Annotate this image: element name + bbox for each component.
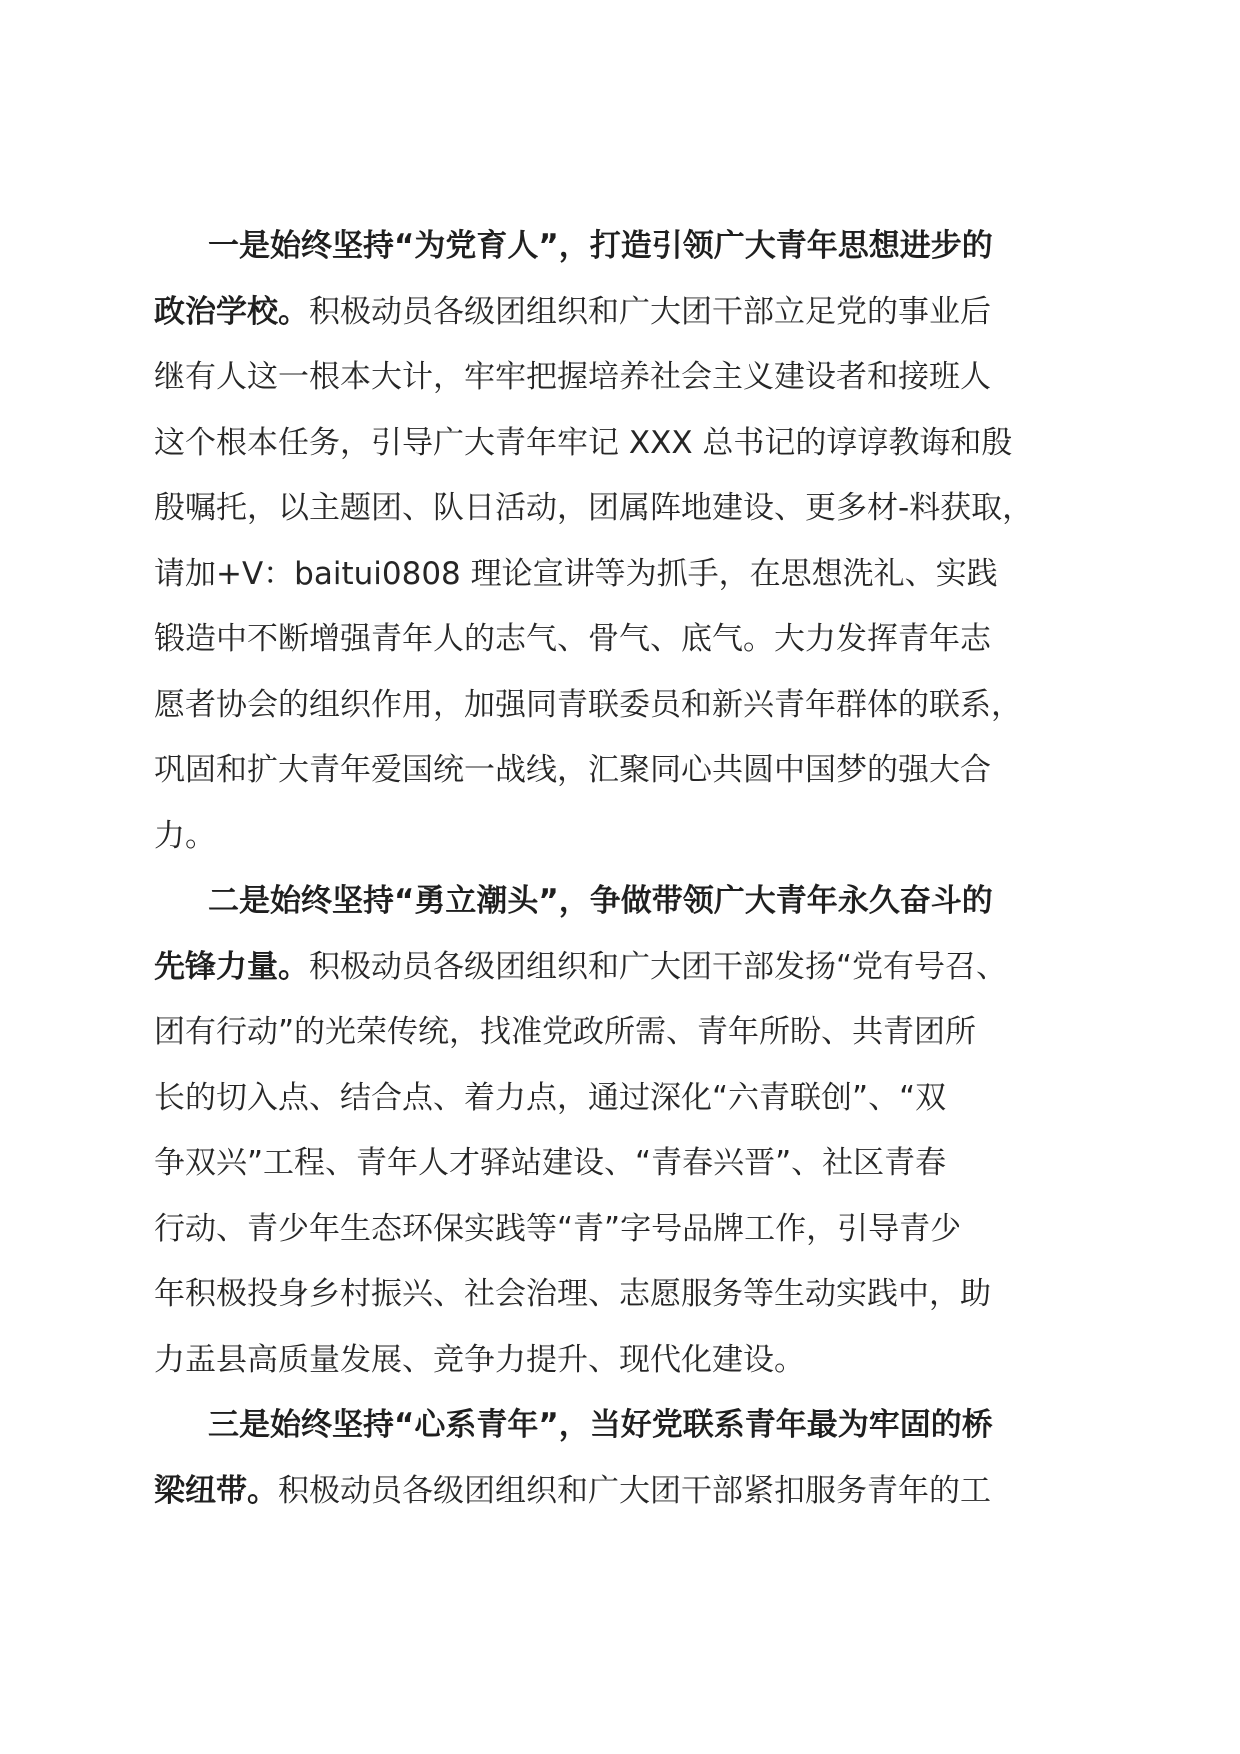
text-line (154, 607, 1098, 673)
body-text: 年积极投身乡村振兴、社会治理、志愿服务等生动实践中，助 (154, 1276, 991, 1312)
text-line (154, 1262, 1098, 1328)
text-line (154, 1131, 1098, 1197)
text-line (154, 673, 1098, 739)
text-line (154, 214, 1098, 280)
body-text: 积极动员各级团组织和广大团干部发扬“党有号召、 (309, 948, 1008, 985)
body-text: 争双兴”工程、青年人才驿站建设、“青春兴晋”、社区青春 (154, 1145, 947, 1181)
body-text: 力。 (154, 817, 216, 854)
paragraph-heading: 二是始终坚持“勇立潮头”，争做带领广大青年永久奋斗的 (208, 883, 993, 919)
body-text: 巩固和扩大青年爱国统一战线，汇聚同心共圆中国梦的强大合 (154, 752, 991, 788)
paragraph-heading: 先锋力量。 (154, 948, 309, 985)
paragraph-heading: 梁纽带。 (154, 1472, 278, 1509)
paragraph-1 (154, 214, 1098, 869)
paragraph-3 (154, 1393, 1098, 1524)
text-line (154, 738, 1098, 804)
body-text: 行动、青少年生态环保实践等“青”字号品牌工作，引导青少 (154, 1210, 962, 1247)
body-text: 团有行动”的光荣传统，找准党政所需、青年所盼、共青团所 (154, 1014, 977, 1050)
document-body (154, 214, 1098, 1524)
text-line (154, 1459, 1098, 1525)
body-text: 殷嘱托，以主题团、队日活动，团属阵地建设、更多材-料获取， (154, 490, 1034, 526)
body-text: 积极动员各级团组织和广大团干部立足党的事业后 (309, 293, 991, 330)
paragraph-heading: 三是始终坚持“心系青年”，当好党联系青年最为牢固的桥 (208, 1407, 993, 1443)
paragraph-heading: 政治学校。 (154, 293, 309, 330)
text-line (154, 542, 1098, 608)
body-text: 继有人这一根本大计，牢牢把握培养社会主义建设者和接班人 (154, 359, 991, 395)
text-line (154, 476, 1098, 542)
text-line (154, 1393, 1098, 1459)
paragraph-heading: 一是始终坚持“为党育人”，打造引领广大青年思想进步的 (208, 228, 993, 264)
body-text: 锻造中不断增强青年人的志气、骨气、底气。大力发挥青年志 (154, 621, 991, 657)
text-line (154, 345, 1098, 411)
body-text: 这个根本任务，引导广大青年牢记 XXX 总书记的谆谆教诲和殷 (154, 424, 1013, 461)
text-line (154, 1197, 1098, 1263)
text-line (154, 935, 1098, 1001)
text-line (154, 280, 1098, 346)
text-line (154, 869, 1098, 935)
paragraph-2 (154, 869, 1098, 1393)
text-line (154, 1066, 1098, 1132)
text-line (154, 804, 1098, 870)
body-text: 愿者协会的组织作用，加强同青联委员和新兴青年群体的联系， (154, 686, 1022, 723)
text-line (154, 1328, 1098, 1394)
text-line (154, 1000, 1098, 1066)
body-text: 积极动员各级团组织和广大团干部紧扣服务青年的工 (278, 1472, 991, 1509)
body-text: 长的切入点、结合点、着力点，通过深化“六青联创”、“双 (154, 1079, 947, 1116)
body-text: 力盂县高质量发展、竞争力提升、现代化建设。 (154, 1341, 805, 1378)
body-text: 请加+V：baitui0808 理论宣讲等为抓手，在思想洗礼、实践 (154, 555, 998, 592)
text-line (154, 411, 1098, 477)
